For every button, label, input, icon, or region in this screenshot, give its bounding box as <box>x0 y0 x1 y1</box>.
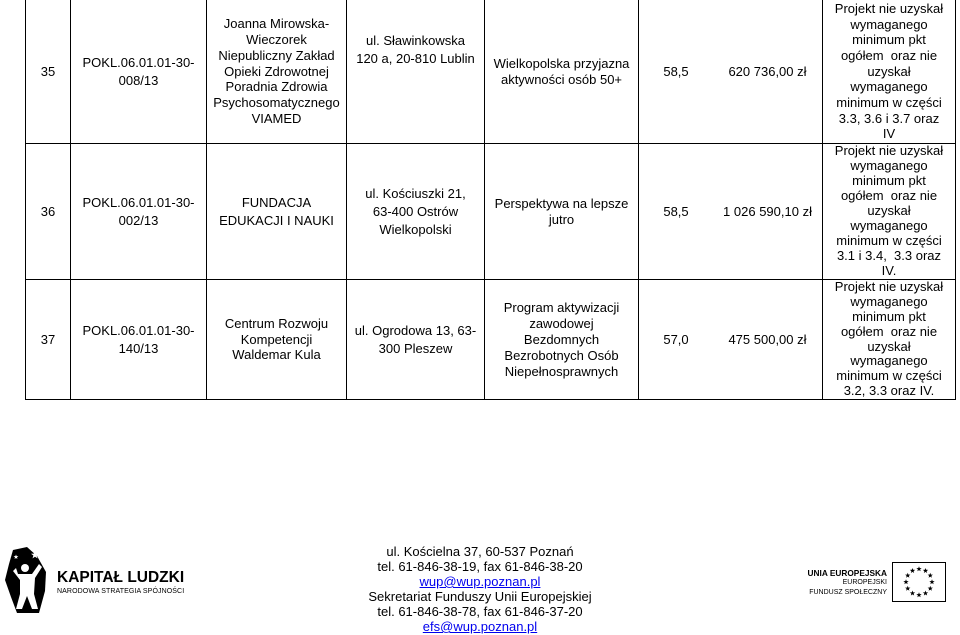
project-title-cell <box>485 280 639 400</box>
contact-info <box>330 544 630 634</box>
address-cell <box>347 0 485 144</box>
cell-text-line: wymaganego <box>850 217 928 233</box>
applicant-cell <box>207 144 347 280</box>
cell-text-line: Wielkopolska przyjazna <box>493 55 630 71</box>
cell-text-line: minimum pkt <box>852 32 926 48</box>
cell-text-line: Niepubliczny Zakład <box>218 47 335 63</box>
cell-text-line: POKL.06.01.01-30- <box>82 55 195 70</box>
eu-logo-line-1: UNIA EUROPEJSKA <box>807 568 887 578</box>
kapital-ludzki-emblem-icon <box>4 547 48 613</box>
cell-text-line: 3.3, 3.6 i 3.7 oraz <box>838 110 940 126</box>
cell-text-line: uzyskał <box>867 63 911 79</box>
cell-text-line: 475 500,00 zł <box>728 331 807 347</box>
project-number-cell <box>71 144 207 280</box>
cell-text-line: POKL.06.01.01-30- <box>82 323 195 338</box>
cell-text-line: Niepełnosprawnych <box>504 363 619 379</box>
cell-text-line: 58,5 <box>663 203 689 219</box>
cell-text-line: minimum w części <box>836 232 942 248</box>
cell-text-line: POKL.06.01.01-30- <box>82 195 195 210</box>
cell-text-line: 3.1 i 3.4, 3.3 oraz <box>836 247 942 263</box>
cell-text-line: minimum w części <box>836 95 942 111</box>
cell-text-line: Projekt nie uzyskał <box>834 279 944 295</box>
amount-cell <box>713 0 823 144</box>
cell-text-line: 36 <box>40 203 56 219</box>
results-table <box>25 0 956 400</box>
cell-text-line: jutro <box>548 211 575 227</box>
project-number-cell <box>71 0 207 144</box>
cell-text-line: wymaganego <box>850 79 928 95</box>
cell-text-line: 1 026 590,10 zł <box>723 203 812 219</box>
amount-cell <box>713 280 823 400</box>
kapital-ludzki-logo-subtitle: NARODOWA STRATEGIA SPÓJNOŚCI <box>57 587 185 595</box>
cell-text-line: EDUKACJI I NAUKI <box>219 212 334 228</box>
cell-text-line: VIAMED <box>251 110 302 126</box>
cell-text-line: 140/13 <box>118 340 159 356</box>
cell-text-line: 58,5 <box>663 63 689 79</box>
cell-text-line: aktywności osób 50+ <box>500 71 623 87</box>
amount-cell <box>713 144 823 280</box>
eu-logo-line-3: FUNDUSZ SPOŁECZNY <box>809 589 887 596</box>
cell-text-line: Psychosomatycznego <box>213 95 340 111</box>
cell-text-line: Opieki Zdrowotnej <box>224 63 329 79</box>
cell-text-line: wymaganego <box>850 16 928 32</box>
cell-text-line: ogółem oraz nie <box>840 188 938 204</box>
office-email-link[interactable]: wup@wup.poznan.pl <box>419 574 541 589</box>
cell-text-line: uzyskał <box>867 203 911 219</box>
cell-text-line: 620 736,00 zł <box>728 63 807 79</box>
score-cell <box>639 280 713 400</box>
cell-text-line: wymaganego <box>850 158 928 174</box>
cell-text-line: ul. Sławinkowska <box>366 32 465 48</box>
cell-text-line: 3.2, 3.3 oraz IV. <box>843 382 935 398</box>
address-cell <box>347 144 485 280</box>
cell-text-line: Perspektywa na lepsze <box>494 195 629 211</box>
cell-text-line: 120 a, 20-810 Lublin <box>356 50 475 66</box>
cell-text-line: Centrum Rozwoju <box>224 316 329 332</box>
cell-text-line: wymaganego <box>850 353 928 369</box>
cell-text-line: ul. Ogrodowa 13, 63- <box>354 322 477 338</box>
address-cell <box>347 280 485 400</box>
kapital-ludzki-logo-title: KAPITAŁ LUDZKI <box>57 569 185 586</box>
cell-text-line: minimum pkt <box>852 308 926 324</box>
number-cell <box>26 144 71 280</box>
office-address: ul. Kościelna 37, 60-537 Poznań <box>386 544 574 559</box>
number-cell <box>26 280 71 400</box>
cell-text-line: 008/13 <box>118 72 159 88</box>
cell-text-line: Bezrobotnych Osób <box>504 347 619 363</box>
cell-text-line: Joanna Mirowska- <box>223 16 330 32</box>
office-phone-fax: tel. 61-846-38-19, fax 61-846-38-20 <box>377 559 583 574</box>
cell-text-line: Projekt nie uzyskał <box>834 143 944 159</box>
cell-text-line: ul. Kościuszki 21, <box>365 185 466 201</box>
cell-text-line: uzyskał <box>867 338 911 354</box>
cell-text-line: Program aktywizacji <box>503 299 620 315</box>
remarks-cell <box>823 0 956 144</box>
cell-text-line: ogółem oraz nie <box>840 47 938 63</box>
eu-logo-line-2: EUROPEJSKI <box>842 579 887 586</box>
cell-text-line: Poradnia Zdrowia <box>225 79 328 95</box>
project-title-cell <box>485 144 639 280</box>
cell-text-line: zawodowej <box>529 315 594 331</box>
cell-text-line: 300 Pleszew <box>378 340 453 356</box>
applicant-cell <box>207 280 347 400</box>
remarks-cell <box>823 144 956 280</box>
cell-text-line: Wielkopolski <box>379 221 452 237</box>
cell-text-line: wymaganego <box>850 294 928 310</box>
department-email-link[interactable]: efs@wup.poznan.pl <box>422 619 538 634</box>
cell-text-line: 35 <box>40 63 56 79</box>
emblem-figure-head <box>21 564 29 572</box>
cell-text-line: 002/13 <box>118 212 159 228</box>
cell-text-line: FUNDACJA <box>241 194 312 210</box>
remarks-cell <box>823 280 956 400</box>
cell-text-line: 63-400 Ostrów <box>372 203 459 219</box>
cell-text-line: Waldemar Kula <box>232 347 321 363</box>
cell-text-line: minimum pkt <box>852 173 926 189</box>
cell-text-line: minimum w części <box>836 368 942 384</box>
department-name: Sekretariat Funduszy Unii Europejskiej <box>368 589 592 604</box>
project-title-cell <box>485 0 639 144</box>
applicant-cell <box>207 0 347 144</box>
project-number-cell <box>71 280 207 400</box>
cell-text-line: Projekt nie uzyskał <box>834 0 944 16</box>
cell-text-line: Kompetencji <box>240 331 313 347</box>
number-cell <box>26 0 71 144</box>
cell-text-line: IV. <box>881 262 897 278</box>
score-cell <box>639 144 713 280</box>
cell-text-line: Bezdomnych <box>523 331 600 347</box>
cell-text-line: Wieczorek <box>246 32 307 47</box>
score-cell <box>639 0 713 144</box>
cell-text-line: IV <box>882 126 896 142</box>
cell-text-line: 37 <box>40 331 56 347</box>
eu-logo-text <box>808 568 887 598</box>
cell-text-line: ogółem oraz nie <box>840 323 938 339</box>
department-phone-fax: tel. 61-846-38-78, fax 61-846-37-20 <box>377 604 583 619</box>
eu-flag-icon <box>892 562 946 602</box>
cell-text-line: 57,0 <box>663 331 689 347</box>
